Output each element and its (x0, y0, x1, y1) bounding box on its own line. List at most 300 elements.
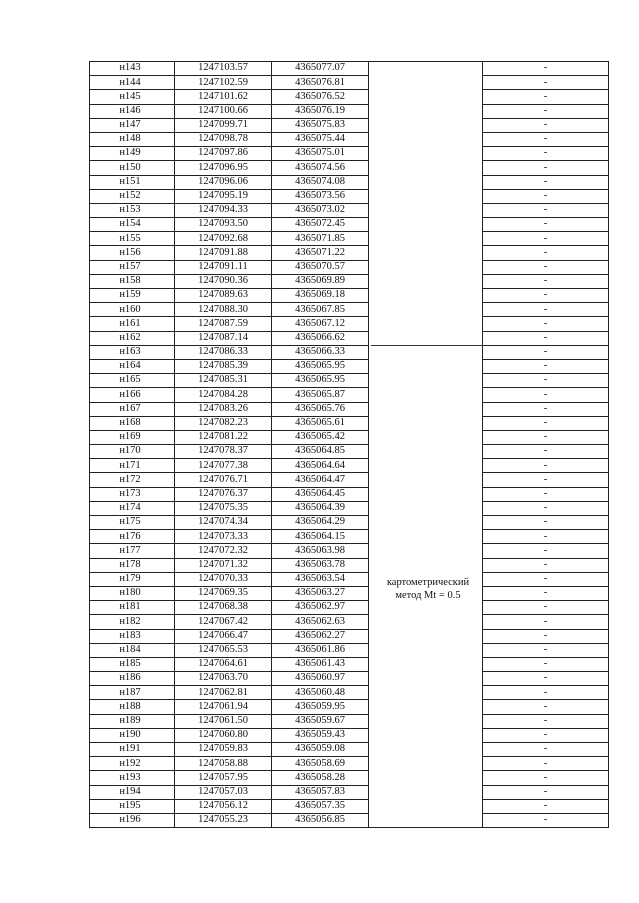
y-coordinate-cell: 4365066.33 (272, 345, 369, 359)
y-coordinate-cell: 4365065.42 (272, 430, 369, 444)
method-cell (369, 203, 483, 217)
method-cell (369, 516, 483, 530)
table-row (90, 714, 609, 728)
point-id-cell: н162 (90, 331, 175, 345)
y-coordinate-cell: 4365065.87 (272, 388, 369, 402)
table-row (90, 416, 609, 430)
y-coordinate-cell: 4365058.28 (272, 771, 369, 785)
point-id-cell: н174 (90, 501, 175, 515)
point-id-cell: н176 (90, 530, 175, 544)
point-id-cell: н167 (90, 402, 175, 416)
method-cell (369, 161, 483, 175)
error-cell: - (483, 161, 609, 175)
table-row (90, 104, 609, 118)
error-cell: - (483, 501, 609, 515)
method-cell (369, 686, 483, 700)
x-coordinate-cell: 1247061.50 (175, 714, 272, 728)
point-id-cell: н166 (90, 388, 175, 402)
y-coordinate-cell: 4365071.85 (272, 232, 369, 246)
error-cell: - (483, 445, 609, 459)
x-coordinate-cell: 1247094.33 (175, 203, 272, 217)
error-cell: - (483, 686, 609, 700)
coordinates-table-body (90, 62, 609, 828)
method-cell (369, 175, 483, 189)
method-cell (369, 76, 483, 90)
y-coordinate-cell: 4365064.64 (272, 459, 369, 473)
method-cell (369, 785, 483, 799)
method-cell (369, 118, 483, 132)
point-id-cell: н143 (90, 62, 175, 76)
point-id-cell: н155 (90, 232, 175, 246)
y-coordinate-cell: 4365063.27 (272, 586, 369, 600)
table-row (90, 530, 609, 544)
error-cell: - (483, 147, 609, 161)
point-id-cell: н169 (90, 430, 175, 444)
method-cell (369, 416, 483, 430)
method-cell (369, 388, 483, 402)
method-cell (369, 147, 483, 161)
table-row (90, 274, 609, 288)
table-row (90, 175, 609, 189)
y-coordinate-cell: 4365074.08 (272, 175, 369, 189)
error-cell: - (483, 90, 609, 104)
error-cell: - (483, 203, 609, 217)
y-coordinate-cell: 4365063.98 (272, 544, 369, 558)
table-row (90, 813, 609, 827)
x-coordinate-cell: 1247071.32 (175, 558, 272, 572)
method-cell (369, 402, 483, 416)
table-row (90, 615, 609, 629)
error-cell: - (483, 544, 609, 558)
y-coordinate-cell: 4365066.62 (272, 331, 369, 345)
x-coordinate-cell: 1247085.39 (175, 359, 272, 373)
table-row (90, 700, 609, 714)
y-coordinate-cell: 4365059.67 (272, 714, 369, 728)
x-coordinate-cell: 1247057.95 (175, 771, 272, 785)
error-cell: - (483, 586, 609, 600)
error-cell: - (483, 615, 609, 629)
error-cell: - (483, 189, 609, 203)
error-cell: - (483, 232, 609, 246)
table-row (90, 374, 609, 388)
y-coordinate-cell: 4365069.89 (272, 274, 369, 288)
y-coordinate-cell: 4365061.43 (272, 657, 369, 671)
table-row (90, 90, 609, 104)
y-coordinate-cell: 4365059.95 (272, 700, 369, 714)
point-id-cell: н144 (90, 76, 175, 90)
error-cell: - (483, 487, 609, 501)
method-cell (369, 643, 483, 657)
x-coordinate-cell: 1247057.03 (175, 785, 272, 799)
x-coordinate-cell: 1247091.11 (175, 260, 272, 274)
table-row (90, 516, 609, 530)
y-coordinate-cell: 4365064.29 (272, 516, 369, 530)
x-coordinate-cell: 1247072.32 (175, 544, 272, 558)
table-row (90, 132, 609, 146)
table-row (90, 445, 609, 459)
error-cell: - (483, 516, 609, 530)
y-coordinate-cell: 4365056.85 (272, 813, 369, 827)
point-id-cell: н195 (90, 799, 175, 813)
error-cell: - (483, 118, 609, 132)
x-coordinate-cell: 1247064.61 (175, 657, 272, 671)
y-coordinate-cell: 4365060.48 (272, 686, 369, 700)
table-row (90, 317, 609, 331)
error-cell: - (483, 757, 609, 771)
table-row (90, 544, 609, 558)
error-cell: - (483, 629, 609, 643)
error-cell: - (483, 459, 609, 473)
y-coordinate-cell: 4365074.56 (272, 161, 369, 175)
table-row (90, 586, 609, 600)
table-row (90, 189, 609, 203)
error-cell: - (483, 331, 609, 345)
method-cell (369, 813, 483, 827)
x-coordinate-cell: 1247062.81 (175, 686, 272, 700)
table-row (90, 388, 609, 402)
method-cell (369, 289, 483, 303)
x-coordinate-cell: 1247070.33 (175, 572, 272, 586)
error-cell: - (483, 289, 609, 303)
method-cell (369, 530, 483, 544)
point-id-cell: н196 (90, 813, 175, 827)
point-id-cell: н172 (90, 473, 175, 487)
method-note (366, 576, 490, 602)
method-cell (369, 104, 483, 118)
method-cell (369, 728, 483, 742)
x-coordinate-cell: 1247067.42 (175, 615, 272, 629)
method-cell (369, 303, 483, 317)
point-id-cell: н179 (90, 572, 175, 586)
x-coordinate-cell: 1247066.47 (175, 629, 272, 643)
point-id-cell: н160 (90, 303, 175, 317)
error-cell: - (483, 303, 609, 317)
x-coordinate-cell: 1247088.30 (175, 303, 272, 317)
y-coordinate-cell: 4365063.78 (272, 558, 369, 572)
point-id-cell: н173 (90, 487, 175, 501)
point-id-cell: н149 (90, 147, 175, 161)
point-id-cell: н170 (90, 445, 175, 459)
x-coordinate-cell: 1247097.86 (175, 147, 272, 161)
method-cell (369, 743, 483, 757)
error-cell: - (483, 317, 609, 331)
y-coordinate-cell: 4365065.61 (272, 416, 369, 430)
y-coordinate-cell: 4365062.27 (272, 629, 369, 643)
point-id-cell: н159 (90, 289, 175, 303)
x-coordinate-cell: 1247084.28 (175, 388, 272, 402)
x-coordinate-cell: 1247102.59 (175, 76, 272, 90)
error-cell: - (483, 246, 609, 260)
table-row (90, 118, 609, 132)
x-coordinate-cell: 1247063.70 (175, 672, 272, 686)
y-coordinate-cell: 4365063.54 (272, 572, 369, 586)
x-coordinate-cell: 1247077.38 (175, 459, 272, 473)
table-row (90, 771, 609, 785)
table-row (90, 289, 609, 303)
y-coordinate-cell: 4365060.97 (272, 672, 369, 686)
method-cell (369, 345, 483, 359)
point-id-cell: н189 (90, 714, 175, 728)
method-cell (369, 459, 483, 473)
y-coordinate-cell: 4365072.45 (272, 218, 369, 232)
x-coordinate-cell: 1247092.68 (175, 232, 272, 246)
table-row (90, 232, 609, 246)
method-cell (369, 274, 483, 288)
error-cell: - (483, 416, 609, 430)
error-cell: - (483, 76, 609, 90)
x-coordinate-cell: 1247073.33 (175, 530, 272, 544)
point-id-cell: н180 (90, 586, 175, 600)
y-coordinate-cell: 4365069.18 (272, 289, 369, 303)
point-id-cell: н171 (90, 459, 175, 473)
x-coordinate-cell: 1247059.83 (175, 743, 272, 757)
method-cell (369, 757, 483, 771)
y-coordinate-cell: 4365067.85 (272, 303, 369, 317)
table-row (90, 672, 609, 686)
table-row (90, 757, 609, 771)
point-id-cell: н153 (90, 203, 175, 217)
x-coordinate-cell: 1247078.37 (175, 445, 272, 459)
method-cell (369, 359, 483, 373)
y-coordinate-cell: 4365065.76 (272, 402, 369, 416)
x-coordinate-cell: 1247082.23 (175, 416, 272, 430)
point-id-cell: н148 (90, 132, 175, 146)
method-cell (369, 487, 483, 501)
error-cell: - (483, 430, 609, 444)
method-cell (369, 90, 483, 104)
method-note-line1: картометрический (386, 577, 470, 588)
x-coordinate-cell: 1247087.14 (175, 331, 272, 345)
y-coordinate-cell: 4365073.02 (272, 203, 369, 217)
method-cell (369, 672, 483, 686)
table-row (90, 76, 609, 90)
point-id-cell: н184 (90, 643, 175, 657)
error-cell: - (483, 359, 609, 373)
method-cell (369, 501, 483, 515)
x-coordinate-cell: 1247091.88 (175, 246, 272, 260)
point-id-cell: н194 (90, 785, 175, 799)
method-note-line2: метод Mt = 0.5 (395, 590, 461, 601)
error-cell: - (483, 473, 609, 487)
method-cell (369, 260, 483, 274)
point-id-cell: н164 (90, 359, 175, 373)
table-row (90, 203, 609, 217)
error-cell: - (483, 62, 609, 76)
x-coordinate-cell: 1247075.35 (175, 501, 272, 515)
point-id-cell: н157 (90, 260, 175, 274)
point-id-cell: н163 (90, 345, 175, 359)
point-id-cell: н165 (90, 374, 175, 388)
x-coordinate-cell: 1247074.34 (175, 516, 272, 530)
x-coordinate-cell: 1247061.94 (175, 700, 272, 714)
method-cell (369, 374, 483, 388)
y-coordinate-cell: 4365059.43 (272, 728, 369, 742)
point-id-cell: н147 (90, 118, 175, 132)
method-cell (369, 331, 483, 345)
y-coordinate-cell: 4365061.86 (272, 643, 369, 657)
error-cell: - (483, 643, 609, 657)
method-cell (369, 629, 483, 643)
x-coordinate-cell: 1247090.36 (175, 274, 272, 288)
y-coordinate-cell: 4365075.01 (272, 147, 369, 161)
y-coordinate-cell: 4365064.85 (272, 445, 369, 459)
error-cell: - (483, 402, 609, 416)
x-coordinate-cell: 1247095.19 (175, 189, 272, 203)
method-cell (369, 473, 483, 487)
point-id-cell: н183 (90, 629, 175, 643)
x-coordinate-cell: 1247101.62 (175, 90, 272, 104)
x-coordinate-cell: 1247076.37 (175, 487, 272, 501)
table-row (90, 487, 609, 501)
x-coordinate-cell: 1247093.50 (175, 218, 272, 232)
point-id-cell: н192 (90, 757, 175, 771)
x-coordinate-cell: 1247069.35 (175, 586, 272, 600)
method-cell (369, 317, 483, 331)
table-row (90, 430, 609, 444)
method-cell (369, 430, 483, 444)
error-cell: - (483, 345, 609, 359)
x-coordinate-cell: 1247068.38 (175, 601, 272, 615)
method-cell (369, 189, 483, 203)
x-coordinate-cell: 1247076.71 (175, 473, 272, 487)
table-row (90, 303, 609, 317)
error-cell: - (483, 799, 609, 813)
y-coordinate-cell: 4365077.07 (272, 62, 369, 76)
y-coordinate-cell: 4365059.08 (272, 743, 369, 757)
x-coordinate-cell: 1247083.26 (175, 402, 272, 416)
table-row (90, 218, 609, 232)
method-cell (369, 558, 483, 572)
y-coordinate-cell: 4365065.95 (272, 359, 369, 373)
error-cell: - (483, 104, 609, 118)
table-row (90, 260, 609, 274)
table-row (90, 62, 609, 76)
error-cell: - (483, 700, 609, 714)
table-row (90, 743, 609, 757)
table-row (90, 785, 609, 799)
point-id-cell: н178 (90, 558, 175, 572)
table-row (90, 331, 609, 345)
method-cell (369, 657, 483, 671)
error-cell: - (483, 260, 609, 274)
table-row (90, 572, 609, 586)
y-coordinate-cell: 4365064.15 (272, 530, 369, 544)
table-row (90, 147, 609, 161)
point-id-cell: н190 (90, 728, 175, 742)
table-row (90, 359, 609, 373)
x-coordinate-cell: 1247056.12 (175, 799, 272, 813)
x-coordinate-cell: 1247096.95 (175, 161, 272, 175)
x-coordinate-cell: 1247081.22 (175, 430, 272, 444)
table-row (90, 643, 609, 657)
table-row (90, 657, 609, 671)
method-cell (369, 714, 483, 728)
point-id-cell: н152 (90, 189, 175, 203)
y-coordinate-cell: 4365070.57 (272, 260, 369, 274)
error-cell: - (483, 572, 609, 586)
method-cell (369, 700, 483, 714)
error-cell: - (483, 274, 609, 288)
x-coordinate-cell: 1247096.06 (175, 175, 272, 189)
y-coordinate-cell: 4365076.81 (272, 76, 369, 90)
x-coordinate-cell: 1247058.88 (175, 757, 272, 771)
point-id-cell: н181 (90, 601, 175, 615)
y-coordinate-cell: 4365075.44 (272, 132, 369, 146)
method-cell (369, 246, 483, 260)
point-id-cell: н156 (90, 246, 175, 260)
y-coordinate-cell: 4365064.39 (272, 501, 369, 515)
y-coordinate-cell: 4365065.95 (272, 374, 369, 388)
table-row (90, 686, 609, 700)
table-row (90, 246, 609, 260)
table-row (90, 558, 609, 572)
y-coordinate-cell: 4365064.45 (272, 487, 369, 501)
table-row (90, 501, 609, 515)
error-cell: - (483, 175, 609, 189)
table-row (90, 601, 609, 615)
error-cell: - (483, 132, 609, 146)
point-id-cell: н150 (90, 161, 175, 175)
table-row (90, 629, 609, 643)
error-cell: - (483, 374, 609, 388)
point-id-cell: н151 (90, 175, 175, 189)
point-id-cell: н177 (90, 544, 175, 558)
point-id-cell: н182 (90, 615, 175, 629)
table-row (90, 402, 609, 416)
x-coordinate-cell: 1247085.31 (175, 374, 272, 388)
error-cell: - (483, 388, 609, 402)
y-coordinate-cell: 4365058.69 (272, 757, 369, 771)
method-cell (369, 132, 483, 146)
method-cell (369, 799, 483, 813)
method-cell (369, 445, 483, 459)
point-id-cell: н187 (90, 686, 175, 700)
method-cell (369, 218, 483, 232)
error-cell: - (483, 530, 609, 544)
y-coordinate-cell: 4365076.52 (272, 90, 369, 104)
point-id-cell: н191 (90, 743, 175, 757)
error-cell: - (483, 771, 609, 785)
error-cell: - (483, 813, 609, 827)
table-row (90, 345, 609, 359)
x-coordinate-cell: 1247103.57 (175, 62, 272, 76)
x-coordinate-cell: 1247060.80 (175, 728, 272, 742)
table-row (90, 473, 609, 487)
y-coordinate-cell: 4365057.83 (272, 785, 369, 799)
point-id-cell: н154 (90, 218, 175, 232)
point-id-cell: н186 (90, 672, 175, 686)
point-id-cell: н193 (90, 771, 175, 785)
y-coordinate-cell: 4365067.12 (272, 317, 369, 331)
error-cell: - (483, 728, 609, 742)
y-coordinate-cell: 4365075.83 (272, 118, 369, 132)
method-cell (369, 544, 483, 558)
y-coordinate-cell: 4365062.97 (272, 601, 369, 615)
x-coordinate-cell: 1247055.23 (175, 813, 272, 827)
point-id-cell: н145 (90, 90, 175, 104)
point-id-cell: н168 (90, 416, 175, 430)
method-cell (369, 615, 483, 629)
table-row (90, 799, 609, 813)
point-id-cell: н146 (90, 104, 175, 118)
coordinates-table (89, 61, 609, 828)
method-cell (369, 62, 483, 76)
table-row (90, 728, 609, 742)
x-coordinate-cell: 1247089.63 (175, 289, 272, 303)
error-cell: - (483, 672, 609, 686)
point-id-cell: н185 (90, 657, 175, 671)
error-cell: - (483, 218, 609, 232)
